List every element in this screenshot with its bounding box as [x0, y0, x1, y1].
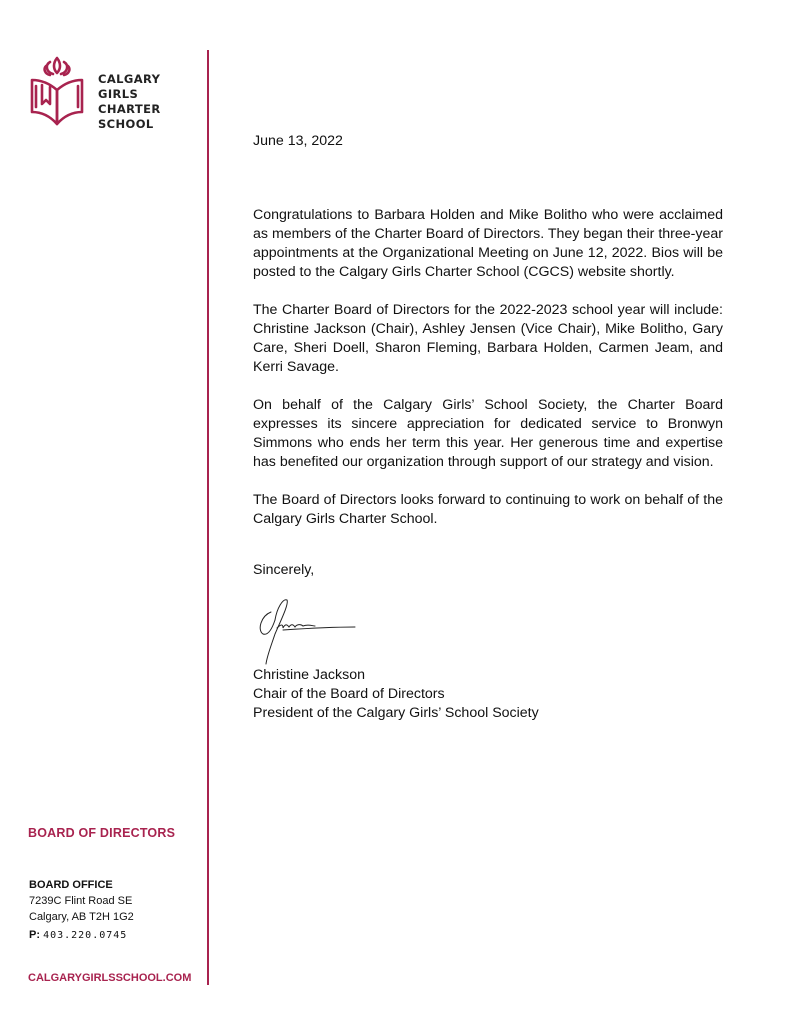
- phone-number: 403.220.0745: [43, 930, 128, 941]
- logo-line-2: GIRLS: [98, 87, 139, 101]
- address-line-1: 7239C Flint Road SE: [29, 895, 133, 907]
- office-label: BOARD OFFICE: [29, 879, 113, 891]
- phone-line: [29, 929, 127, 941]
- paragraph-1: Congratulations to Barbara Holden and Mike Bolitho who were acclaimed as members of the Charter Board of Directors. They began their three-year appointments at the Organizational Meeting on June 12, 2022. Bios will be posted to the Calgary Girls Charter School (CGCS) website shortly.: [253, 207, 723, 280]
- logo-line-3: CHARTER: [98, 102, 161, 116]
- paragraph-2: The Charter Board of Directors for the 2022-2023 school year will include: Christine Jackson (Chair), Ashley Jensen (Vice Chair), Mike Bolitho, Gary Care, Sheri Doell, Sharon Fleming, Barbara Holden, Carmen Jeam, and Kerri Savage.: [253, 302, 723, 375]
- logo-line-1: CALGARY: [98, 72, 161, 86]
- office-address: [29, 877, 134, 925]
- sidebar-heading: BOARD OF DIRECTORS: [28, 826, 176, 840]
- signer-name: Christine Jackson: [253, 667, 365, 683]
- website-link[interactable]: CALGARYGIRLSSCHOOL.COM: [28, 972, 192, 984]
- letter-body: [253, 132, 723, 580]
- closing: Sincerely,: [253, 562, 315, 578]
- paragraph-3: On behalf of the Calgary Girls’ School Society, the Charter Board expresses its sincere appreciation for dedicated service to Bronwyn Simmons who ends her term this year. Her generous time and expertise has benefited our organization through support of our strategy and vision.: [253, 397, 723, 470]
- signature: [253, 590, 373, 670]
- vertical-divider: [207, 50, 209, 985]
- paragraph-4: The Board of Directors looks forward to continuing to work on behalf of the Calgary Girls Charter School.: [253, 492, 723, 527]
- signer-block: [253, 666, 539, 723]
- address-line-2: Calgary, AB T2H 1G2: [29, 911, 134, 923]
- phone-label: P:: [29, 929, 40, 941]
- school-name: [98, 72, 161, 132]
- signer-title-2: President of the Calgary Girls’ School Society: [253, 705, 539, 721]
- letter-date: June 13, 2022: [253, 133, 343, 149]
- book-lotus-icon: [28, 56, 88, 136]
- school-logo: [28, 56, 188, 136]
- logo-line-4: SCHOOL: [98, 117, 154, 131]
- signer-title-1: Chair of the Board of Directors: [253, 686, 445, 702]
